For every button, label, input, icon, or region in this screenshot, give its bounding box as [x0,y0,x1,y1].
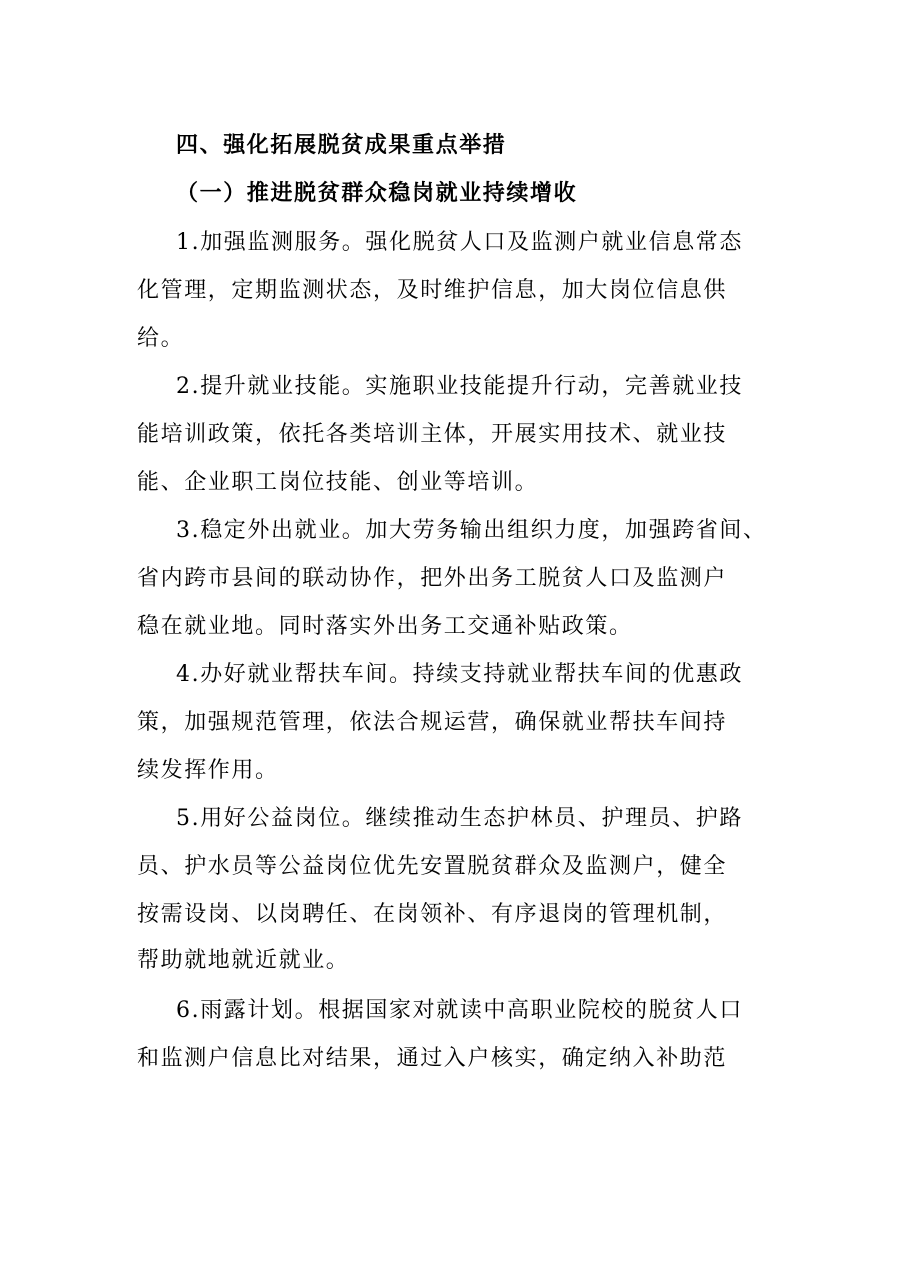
paragraph-line: 策，加强规范管理，依法合规运营，确保就业帮扶车间持 [137,710,728,735]
paragraph-line: 化管理，定期监测状态，及时维护信息，加大岗位信息供 [137,278,728,303]
paragraph-line: 3.稳定外出就业。加大劳务输出组织力度，加强跨省间、 [176,518,767,543]
paragraph-line: 给。 [137,326,185,351]
paragraph-line: 和监测户信息比对结果，通过入户核实，确定纳入补助范 [137,1046,728,1071]
paragraph-line: 能、企业职工岗位技能、创业等培训。 [137,470,539,495]
paragraph-line: 员、护水员等公益岗位优先安置脱贫群众及监测户，健全 [137,854,728,879]
paragraph-line: 稳在就业地。同时落实外出务工交通补贴政策。 [137,614,633,639]
paragraph-line: 6.雨露计划。根据国家对就读中高职业院校的脱贫人口 [176,998,743,1023]
paragraph-line: 按需设岗、以岗聘任、在岗领补、有序退岗的管理机制， [137,902,728,927]
section-heading: 四、强化拓展脱贫成果重点举措 [176,132,507,158]
paragraph-line: 1.加强监测服务。强化脱贫人口及监测户就业信息常态 [176,230,743,255]
paragraph-line: 4.办好就业帮扶车间。持续支持就业帮扶车间的优惠政 [176,662,743,687]
subsection-heading: （一）推进脱贫群众稳岗就业持续增收 [176,180,578,206]
paragraph-line: 5.用好公益岗位。继续推动生态护林员、护理员、护路 [176,806,743,831]
paragraph-line: 帮助就地就近就业。 [137,948,350,973]
paragraph-line: 2.提升就业技能。实施职业技能提升行动，完善就业技 [176,374,743,399]
paragraph-line: 能培训政策，依托各类培训主体，开展实用技术、就业技 [137,422,728,447]
paragraph-line: 省内跨市县间的联动协作，把外出务工脱贫人口及监测户 [137,566,728,591]
paragraph-line: 续发挥作用。 [137,758,279,783]
